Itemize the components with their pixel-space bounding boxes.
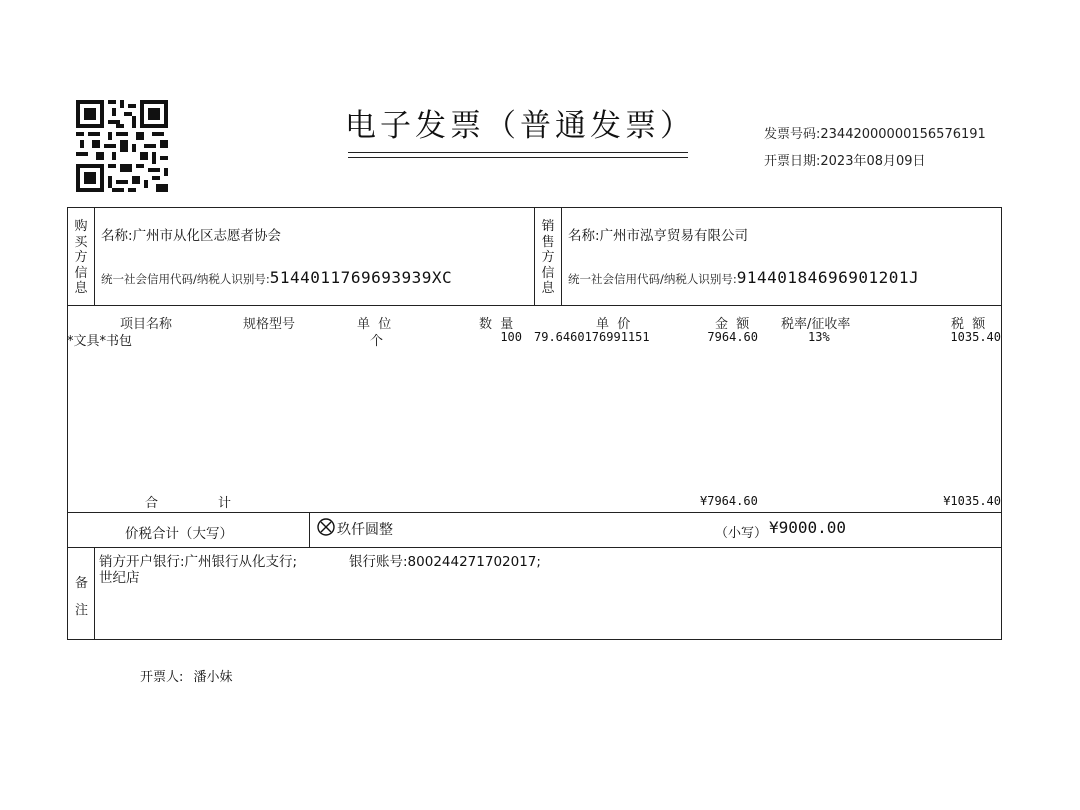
remarks-line2: 世纪店 <box>99 570 140 586</box>
qr-code-icon <box>76 100 168 192</box>
title-underline <box>348 157 688 158</box>
buyer-section-label: 购 买 方 信 息 <box>74 219 88 296</box>
divider-buyer-seller <box>534 207 535 305</box>
divider-buyer-label <box>94 207 95 305</box>
seller-name <box>568 224 748 244</box>
invoice-number <box>764 123 986 142</box>
issuer <box>140 666 233 685</box>
seller-section-label: 销 售 方 信 息 <box>541 219 555 296</box>
seller-tax-id <box>568 268 919 287</box>
remarks-label-b: 注 <box>75 603 89 618</box>
grand-total-small-label: （小写） <box>715 526 768 541</box>
seller-tax-label: 统一社会信用代码/纳税人识别号: <box>568 272 737 286</box>
total-label-b: 计 <box>218 496 232 511</box>
seller-tax-value: 91440184696901201J <box>736 268 920 287</box>
header-unit: 单 位 <box>357 317 392 332</box>
seller-name-value: 广州市泓亨贸易有限公司 <box>599 228 749 244</box>
divider-grand-total <box>309 512 310 547</box>
header-rate: 税率/征收率 <box>781 317 851 332</box>
buyer-tax-label: 统一社会信用代码/纳税人识别号: <box>101 272 270 286</box>
invoice-title: 电子发票（普通发票） <box>345 108 695 144</box>
header-spec: 规格型号 <box>243 317 296 332</box>
total-tax: ¥1035.40 <box>943 494 1001 508</box>
invoice-number-label: 发票号码: <box>764 127 821 142</box>
issuer-name: 潘小妹 <box>193 670 233 685</box>
invoice-number-value: 23442000000156576191 <box>820 127 986 142</box>
issue-date-value: 2023年08月09日 <box>820 154 926 169</box>
issue-date-label: 开票日期: <box>764 154 821 169</box>
buyer-name-value: 广州市从化区志愿者协会 <box>132 228 282 244</box>
cross-circle-icon <box>317 518 335 536</box>
buyer-tax-id <box>101 268 452 287</box>
seller-name-label: 名称: <box>568 228 600 244</box>
item-amount: 7964.60 <box>707 330 758 344</box>
issuer-label: 开票人: <box>140 670 184 685</box>
divider-remarks <box>94 547 95 640</box>
divider-parties <box>67 305 1002 306</box>
item-rate: 13% <box>808 330 830 344</box>
item-tax: 1035.40 <box>950 330 1001 344</box>
remarks-account: 银行账号:800244271702017; <box>349 554 541 570</box>
divider-items <box>67 512 1002 513</box>
total-label-a: 合 <box>145 496 159 511</box>
buyer-name-label: 名称: <box>101 228 133 244</box>
title-underline <box>348 152 688 153</box>
remarks-bank: 销方开户银行:广州银行从化支行; <box>99 554 298 570</box>
header-item-name: 项目名称 <box>120 317 173 332</box>
grand-total-small-value: ¥9000.00 <box>769 518 847 537</box>
total-amount: ¥7964.60 <box>700 494 758 508</box>
grand-total-label: 价税合计（大写） <box>125 526 233 542</box>
buyer-name <box>101 224 281 244</box>
divider-total <box>67 547 1002 548</box>
buyer-tax-value: 514401176969393​9XC <box>269 268 453 287</box>
item-price: 79.6460176991151 <box>534 330 650 344</box>
header-qty: 数 量 <box>479 317 514 332</box>
header-amount: 金 额 <box>715 317 750 332</box>
item-qty: 100 <box>500 330 522 344</box>
header-price: 单 价 <box>596 317 631 332</box>
divider-seller-label <box>561 207 562 305</box>
item-unit: 个 <box>370 334 384 349</box>
grand-total-uppercase: 玖仟圆整 <box>337 522 393 538</box>
issue-date <box>764 150 926 169</box>
item-name: *文具*书包 <box>67 334 133 349</box>
remarks-label-a: 备 <box>75 576 89 591</box>
header-tax: 税 额 <box>951 317 986 332</box>
